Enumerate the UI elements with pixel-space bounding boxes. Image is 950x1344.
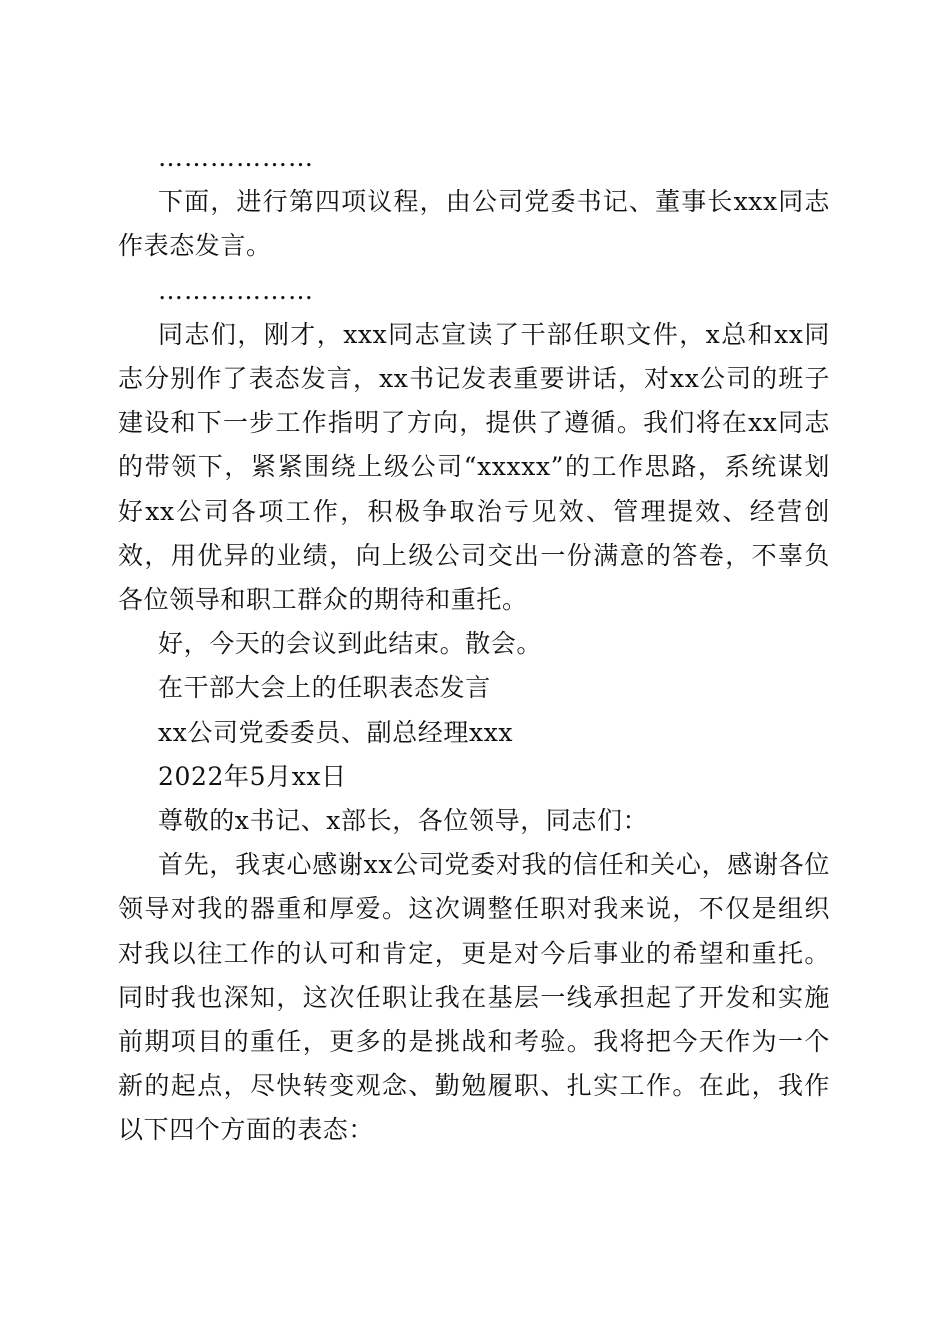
salutation: 尊敬的x书记、x部长，各位领导，同志们： (158, 806, 649, 836)
speaker-line: xx公司党委委员、副总经理xxx (158, 717, 514, 747)
speech-title: 在干部大会上的任职表态发言 (158, 673, 491, 703)
paragraph-closing-remarks: 同志们，刚才，xxx同志宣读了干部任职文件，x总和xx同志分别作了表态发言，xx书记发表重要讲话，对xx公司的班子建设和下一步工作指明了方向，提供了遵循。我们将在xx同志的带领下，紧紧围绕上级公司“xxxxx”的工作思路，系统谋划好xx公司各项工作，积极争取治亏见效、管理提效、经营创效，用优异的业绩，向上级公司交出一份满意的答卷，不辜负各位领导和职工群众的期待和重托。 (118, 319, 830, 615)
ellipsis-separator: ……………… (158, 143, 314, 172)
speech-date: 2022年5月xx日 (158, 761, 347, 791)
paragraph-meeting-end: 好，今天的会议到此结束。散会。 (158, 629, 543, 659)
ellipsis-separator: ……………… (158, 275, 314, 305)
paragraph-agenda-four: 下面，进行第四项议程，由公司党委书记、董事长xxx同志作表态发言。 (118, 187, 830, 261)
paragraph-gratitude: 首先，我衷心感谢xx公司党委对我的信任和关心，感谢各位领导对我的器重和厚爱。这次调整任职对我来说，不仅是组织对我以往工作的认可和肯定，更是对今后事业的希望和重托。同时我也深知，这次任职让我在基层一线承担起了开发和实施前期项目的重任，更多的是挑战和考验。我将把今天作为一个新的起点，尽快转变观念、勤勉履职、扎实工作。在此，我作以下四个方面的表态： (118, 850, 830, 1145)
document-page (118, 136, 830, 1153)
